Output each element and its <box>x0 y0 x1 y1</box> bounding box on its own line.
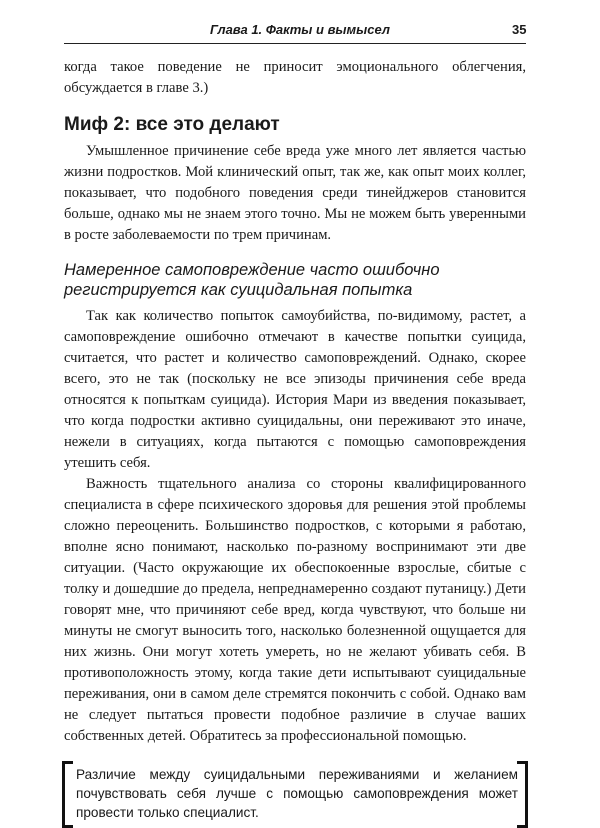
callout-bracket-right <box>517 761 528 828</box>
subsection-heading: Намеренное самоповреждение часто ошибочно регистрируется как суицидальная попытка <box>64 261 440 299</box>
chapter-title: Глава 1. Факты и вымысел <box>210 22 390 37</box>
page-content <box>64 57 526 828</box>
callout-text: Различие между суицидальными переживаниями и желанием почувствовать себя лучше с помощью самоповреждения может провести только специалист. <box>76 767 518 820</box>
body-paragraph-2: Важность тщательного анализа со стороны квалифицированного специалиста в сфере психического здоровья для решения этой проблемы сложно переоценить. Большинство подростков, с которыми я работаю, вполне ясно понимают, насколько по-разному воспринимают эти две ситуации. (Часто окружающие их обеспокоенные взрослые, сбитые с толку и дошедшие до предела, непреднамеренно создают путаницу.) Дети говорят мне, что причиняют себе вред, когда чувствуют, что больше ни минуты не смогут выносить того, насколько болезненной ощущается для них жизнь. Они могут хотеть умереть, но не желают убивать себя. В противоположность этому, когда такие дети испытывают суицидальные переживания, они в самом деле стремятся покончить с собой. Однако вам не следует пытаться провести подобное различие в случае ваших собственных детей. Обратитесь за профессиональной помощью. <box>64 476 526 744</box>
callout-box <box>64 761 526 828</box>
header-rule <box>64 43 526 44</box>
intro-paragraph: когда такое поведение не приносит эмоционального облегчения, обсуждается в главе 3.) <box>64 59 526 96</box>
callout-bracket-left <box>62 761 73 828</box>
section-heading: Миф 2: все это делают <box>64 114 280 135</box>
page-number: 35 <box>512 22 527 37</box>
body-paragraph-1: Так как количество попыток самоубийства, по-видимому, растет, а самоповреждение ошибочно отмечают в качестве попытки суицида, считается, что растет и количество самоповреждений. Однако, скорее всего, это не так (поскольку не все эпизоды причинения себе вреда относятся к попыткам суицида). История Мари из введения показывает, что когда подростки активно суицидальны, они переживают это иначе, нежели в ситуациях, когда пытаются с помощью самоповреждения утешить себя. <box>64 308 526 471</box>
section-paragraph: Умышленное причинение себе вреда уже много лет является частью жизни подростков. Мой клинический опыт, так же, как опыт моих коллег, показывает, что подобного поведения среди тинейджеров становится больше, однако мы не знаем этого точно. Мы не можем быть уверенными в росте заболеваемости по трем причинам. <box>64 143 526 243</box>
